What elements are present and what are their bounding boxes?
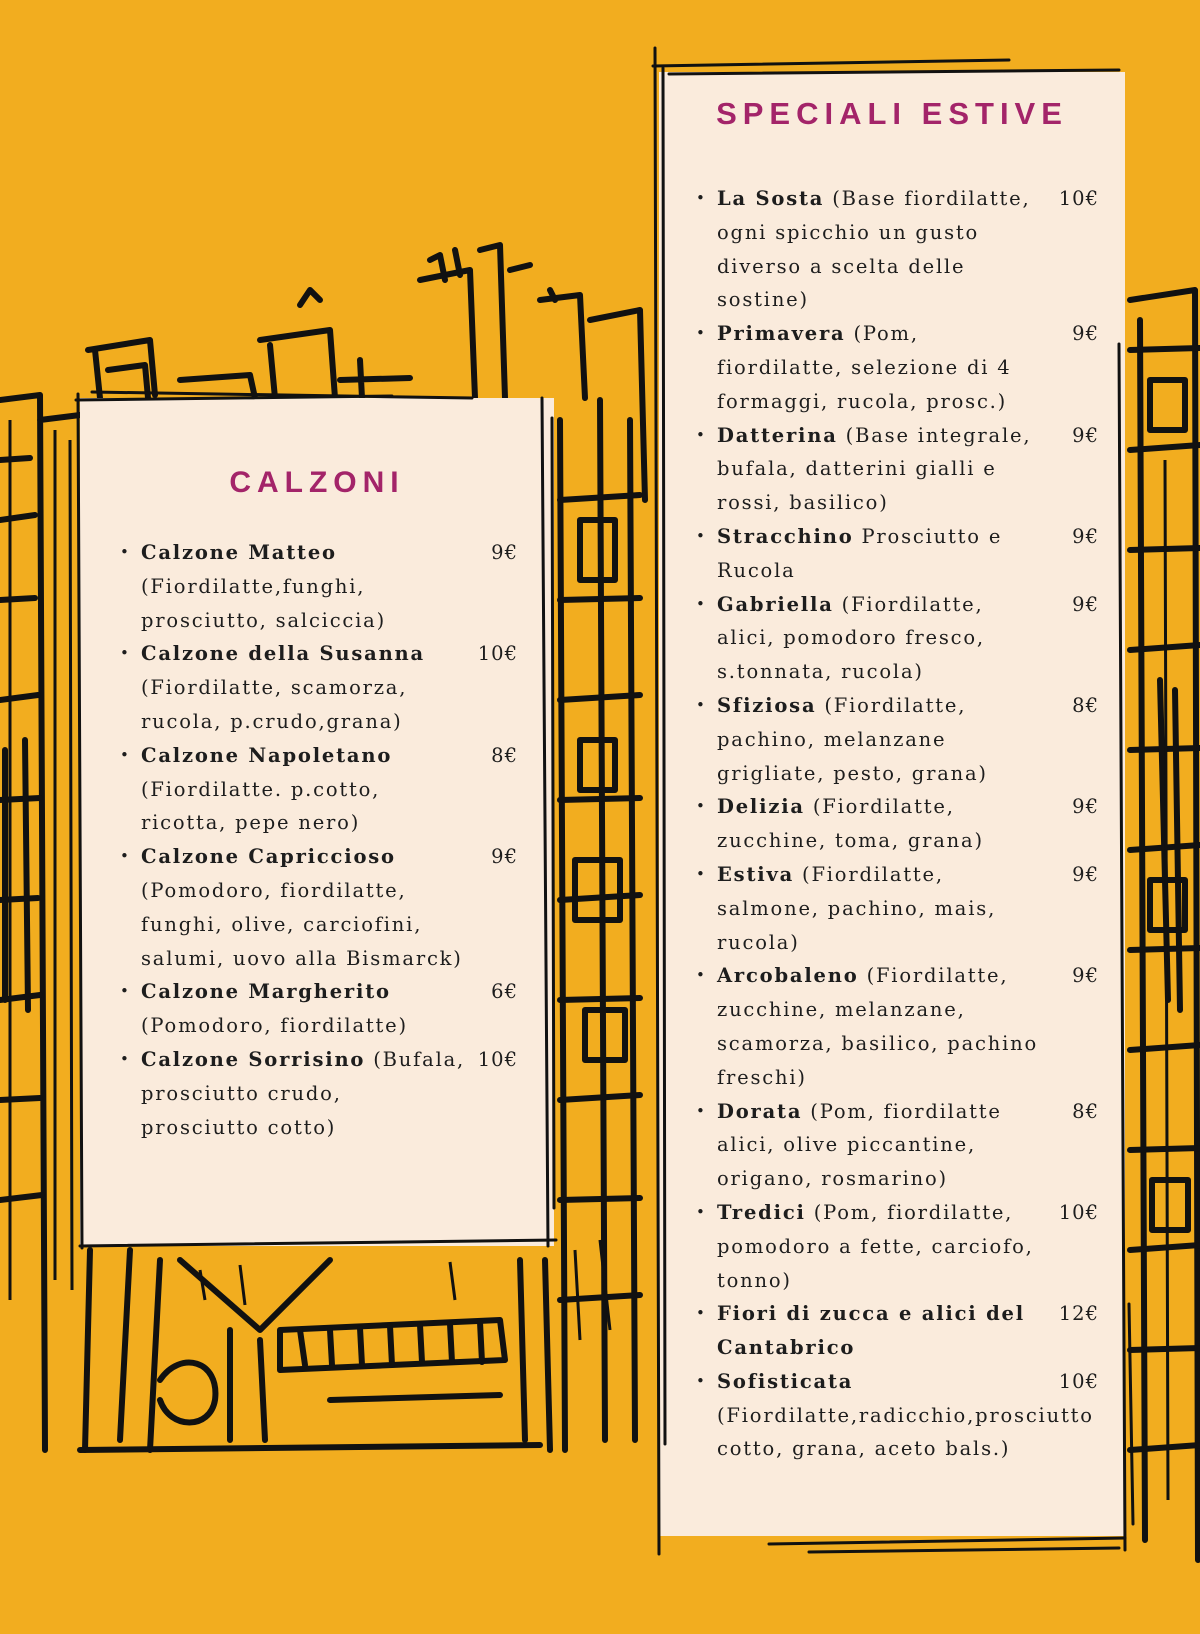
item-description: (Bufala, prosciutto crudo, prosciutto cotto) [141, 1047, 466, 1139]
menu-item [694, 959, 1099, 1094]
item-price: 8€ [1072, 1099, 1099, 1123]
item-price: 9€ [1072, 795, 1099, 819]
item-price: 10€ [477, 642, 518, 666]
item-description: (Fiordilatte, salmone, pachino, mais, rucola) [717, 862, 997, 954]
item-price: 9€ [1072, 592, 1099, 616]
menu-item [118, 739, 518, 840]
item-price: 10€ [1058, 1200, 1099, 1224]
item-description: (Fiordilatte, scamorza, rucola, p.crudo,grana) [141, 676, 408, 733]
item-description: (Fiordilatte, pachino, melanzane grigliate, pesto, grana) [717, 693, 988, 785]
section-title: CALZONI [229, 466, 405, 499]
item-name: Stracchino [717, 524, 854, 548]
menu-item [694, 317, 1099, 418]
item-description: (Base integrale, bufala, datterini gialli e rossi, basilico) [717, 423, 1032, 515]
calzoni-menu-panel [80, 398, 554, 1246]
item-name: La Sosta [717, 187, 825, 210]
item-price: 9€ [491, 845, 518, 869]
item-description: (Fiordilatte, alici, pomodoro fresco, s.tonnata, rucola) [717, 592, 985, 684]
item-description: (Pomodoro, fiordilatte, funghi, olive, carciofini, salumi, uovo alla Bismarck) [141, 878, 463, 970]
item-name: Datterina [717, 423, 838, 447]
menu-item [694, 1196, 1099, 1297]
menu-item [694, 858, 1099, 959]
item-description: (Fiordilatte, zucchine, melanzane, scamorza, basilico, pachino freschi) [717, 964, 1039, 1089]
item-description: Prosciutto e Rucola [717, 524, 1003, 582]
item-name: Tredici [717, 1200, 806, 1224]
menu-item [694, 182, 1099, 317]
item-price: 9€ [1072, 524, 1099, 548]
item-price: 9€ [491, 541, 518, 564]
calzoni-list [118, 536, 518, 1144]
menu-item [118, 536, 518, 637]
item-description: (Pom, fiordilatte, pomodoro a fette, carciofo, tonno) [717, 1200, 1034, 1292]
menu-item [694, 689, 1099, 790]
item-price: 12€ [1058, 1302, 1099, 1326]
item-description: (Pomodoro, fiordilatte) [141, 1014, 408, 1038]
item-description: (Fiordilatte,radicchio,prosciutto cotto, grana, aceto bals.) [717, 1403, 1094, 1461]
item-name: Calzone Capriccioso [141, 845, 396, 869]
menu-item [694, 588, 1099, 689]
item-price: 9€ [1072, 862, 1099, 886]
menu-item [694, 1095, 1099, 1196]
menu-item [694, 520, 1099, 588]
item-name: Dorata [717, 1099, 803, 1123]
item-price: 10€ [1058, 1369, 1099, 1393]
section-title: SPECIALI ESTIVE [716, 96, 1068, 131]
item-name: Calzone della Susanna [141, 642, 425, 666]
item-name: Gabriella [717, 592, 834, 616]
menu-item [694, 790, 1099, 858]
item-name: Calzone Sorrisino [141, 1047, 366, 1071]
item-name: Arcobaleno [717, 964, 859, 988]
item-price: 9€ [1072, 423, 1099, 447]
item-description: (Fiordilatte,funghi, prosciutto, salciccia) [141, 574, 387, 632]
item-name: Calzone Matteo [141, 541, 337, 564]
item-price: 8€ [1072, 693, 1099, 717]
item-name: Calzone Margherito [141, 980, 391, 1004]
item-name: Sofisticata [717, 1369, 854, 1393]
menu-item [118, 1043, 518, 1144]
item-price: 9€ [1072, 322, 1099, 346]
item-price: 8€ [491, 743, 518, 767]
item-description: (Pom, fiordilatte alici, olive piccantine, origano, rosmarino) [717, 1099, 1002, 1191]
menu-item [694, 1365, 1099, 1466]
item-price: 9€ [1072, 964, 1099, 988]
item-price: 10€ [477, 1047, 518, 1071]
item-name: Sfiziosa [717, 693, 817, 717]
item-name: Primavera [717, 322, 846, 346]
item-name: Delizia [717, 795, 805, 819]
item-name: Fiori di zucca e alici del Cantabrico [717, 1302, 1025, 1360]
item-price: 6€ [491, 980, 518, 1004]
speciali-list [694, 182, 1099, 1466]
menu-item [118, 637, 518, 738]
item-description: (Base fiordilatte, ogni spicchio un gusto diverso a scelta delle sostine) [717, 187, 1031, 312]
item-name: Calzone Napoletano [141, 743, 393, 767]
item-description: (Fiordilatte, zucchine, toma, grana) [717, 795, 984, 853]
menu-item [694, 1297, 1099, 1365]
menu-item [118, 975, 518, 1043]
menu-item [694, 419, 1099, 520]
item-price: 10€ [1058, 187, 1099, 210]
speciali-menu-panel [659, 72, 1125, 1536]
item-description: (Fiordilatte. p.cotto, ricotta, pepe nero) [141, 777, 381, 835]
item-description: (Pom, fiordilatte, selezione di 4 formaggi, rucola, prosc.) [717, 322, 1012, 413]
menu-item [118, 840, 518, 975]
item-name: Estiva [717, 862, 795, 886]
